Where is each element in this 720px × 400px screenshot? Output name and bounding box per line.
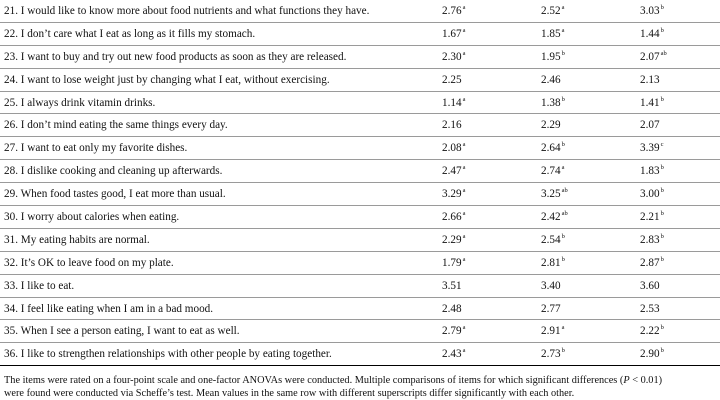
mean-value-cell <box>541 229 565 251</box>
mean-value: 2.73 <box>541 348 561 361</box>
table-row <box>0 183 720 206</box>
significance-superscript: a <box>462 255 466 263</box>
mean-value: 3.39 <box>640 142 660 155</box>
mean-value: 1.14 <box>442 96 462 109</box>
mean-value-cell <box>541 69 561 91</box>
mean-value-cell <box>640 183 664 205</box>
mean-value-cell <box>640 92 664 114</box>
mean-value-cell <box>442 229 465 251</box>
significance-superscript: ab <box>561 187 568 195</box>
mean-value-cell <box>640 114 660 136</box>
table-row <box>0 69 720 92</box>
mean-value-cell <box>442 46 465 68</box>
mean-value: 2.46 <box>541 73 561 86</box>
mean-value-cell <box>640 320 664 342</box>
item-label: 26. I don’t mind eating the same things every day. <box>4 119 228 132</box>
significance-superscript: b <box>660 347 664 355</box>
mean-value: 2.22 <box>640 325 660 338</box>
table-row <box>0 160 720 183</box>
significance-superscript: a <box>462 164 466 172</box>
mean-value-cell <box>541 114 561 136</box>
significance-superscript: a <box>462 141 466 149</box>
mean-value: 1.41 <box>640 96 660 109</box>
significance-superscript: b <box>660 26 664 34</box>
mean-value: 2.90 <box>640 348 660 361</box>
mean-value: 2.07 <box>640 119 660 132</box>
significance-superscript: b <box>660 210 664 218</box>
table-row <box>0 114 720 137</box>
mean-value: 1.44 <box>640 27 660 40</box>
item-label: 29. When food tastes good, I eat more than usual. <box>4 188 226 201</box>
mean-value: 2.47 <box>442 165 462 178</box>
significance-superscript: b <box>660 324 664 332</box>
mean-value: 2.48 <box>442 302 462 315</box>
table-row <box>0 0 720 23</box>
item-label: 33. I like to eat. <box>4 279 75 292</box>
significance-superscript: a <box>462 49 466 57</box>
item-label: 35. When I see a person eating, I want to eat as well. <box>4 325 240 338</box>
significance-superscript: a <box>462 347 466 355</box>
mean-value: 2.52 <box>541 5 561 17</box>
mean-value-cell <box>541 46 565 68</box>
item-label: 21. I would like to know more about food nutrients and what functions they have. <box>4 5 370 17</box>
mean-value: 2.64 <box>541 142 561 155</box>
mean-value: 1.85 <box>541 27 561 40</box>
significance-superscript: b <box>561 347 565 355</box>
mean-value: 2.79 <box>442 325 462 338</box>
significance-superscript: a <box>462 210 466 218</box>
item-label: 34. I feel like eating when I am in a bad mood. <box>4 302 214 315</box>
mean-value-cell <box>640 343 664 365</box>
mean-value-cell <box>442 343 465 365</box>
mean-value: 2.21 <box>640 211 660 224</box>
mean-value: 3.03 <box>640 5 660 17</box>
mean-value: 2.53 <box>640 302 660 315</box>
table-row <box>0 229 720 252</box>
mean-value-cell <box>640 160 664 182</box>
mean-value: 2.66 <box>442 211 462 224</box>
mean-value: 3.29 <box>442 188 462 201</box>
item-label: 36. I like to strengthen relationships with other people by eating together. <box>4 348 332 361</box>
footnote-text-1: The items were rated on a four-point scale and one-factor ANOVAs were conducted. Multiple comparisons of items for which significant differences ( <box>4 375 624 386</box>
mean-value-cell <box>640 206 664 228</box>
item-label: 27. I want to eat only my favorite dishes. <box>4 142 188 155</box>
table-row <box>0 206 720 229</box>
table-row <box>0 92 720 115</box>
mean-value-cell <box>541 137 565 159</box>
table-row <box>0 137 720 160</box>
item-label: 31. My eating habits are normal. <box>4 233 150 246</box>
mean-value: 2.87 <box>640 256 660 269</box>
significance-superscript: b <box>561 255 565 263</box>
mean-value: 3.40 <box>541 279 561 292</box>
mean-value-cell <box>541 92 565 114</box>
table-row <box>0 298 720 321</box>
table-footnote <box>4 375 716 400</box>
mean-value: 2.08 <box>442 142 462 155</box>
footnote-text-2: < 0.01) <box>629 375 663 386</box>
mean-value: 2.13 <box>640 73 660 86</box>
table-row <box>0 252 720 275</box>
mean-value-cell <box>442 69 462 91</box>
item-label: 22. I don’t care what I eat as long as it fills my stomach. <box>4 27 256 40</box>
mean-value: 3.60 <box>640 279 660 292</box>
mean-value: 2.81 <box>541 256 561 269</box>
mean-value-cell <box>541 23 564 45</box>
mean-value: 3.25 <box>541 188 561 201</box>
significance-superscript: a <box>462 187 466 195</box>
mean-value-cell <box>640 229 664 251</box>
mean-value-cell <box>442 92 465 114</box>
mean-value: 1.83 <box>640 165 660 178</box>
mean-value-cell <box>541 252 565 274</box>
significance-superscript: b <box>561 232 565 240</box>
significance-superscript: a <box>561 324 565 332</box>
item-label: 24. I want to lose weight just by changing what I eat, without exercising. <box>4 73 330 86</box>
mean-value: 3.51 <box>442 279 462 292</box>
mean-value: 2.77 <box>541 302 561 315</box>
mean-value: 2.54 <box>541 233 561 246</box>
mean-value: 2.74 <box>541 165 561 178</box>
mean-value-cell <box>442 183 465 205</box>
mean-value-cell <box>541 343 565 365</box>
mean-value: 2.25 <box>442 73 462 86</box>
mean-value: 1.79 <box>442 256 462 269</box>
mean-value: 2.29 <box>541 119 561 132</box>
mean-value-cell <box>640 0 664 22</box>
table-row <box>0 320 720 343</box>
mean-value-cell <box>442 320 465 342</box>
item-label: 32. It’s OK to leave food on my plate. <box>4 256 174 269</box>
mean-value-cell <box>442 160 465 182</box>
significance-superscript: a <box>462 232 466 240</box>
table-row <box>0 343 720 366</box>
footnote-p-symbol: P <box>623 375 630 386</box>
mean-value-cell <box>442 206 465 228</box>
item-label: 28. I dislike cooking and cleaning up afterwards. <box>4 165 223 178</box>
significance-superscript: b <box>660 4 664 11</box>
significance-superscript: ab <box>561 210 568 218</box>
item-label: 30. I worry about calories when eating. <box>4 211 180 224</box>
significance-superscript: c <box>660 141 664 149</box>
mean-value-cell <box>640 137 663 159</box>
significance-superscript: a <box>561 26 565 34</box>
mean-value: 2.07 <box>640 50 660 63</box>
significance-superscript: b <box>660 164 664 172</box>
mean-value-cell <box>442 137 465 159</box>
mean-value-cell <box>442 252 465 274</box>
mean-value-cell <box>442 275 462 297</box>
mean-value-cell <box>541 298 561 320</box>
mean-value: 2.76 <box>442 5 462 17</box>
mean-value-cell <box>640 298 660 320</box>
mean-value: 2.16 <box>442 119 462 132</box>
mean-value: 2.91 <box>541 325 561 338</box>
mean-value-cell <box>541 160 564 182</box>
mean-value-cell <box>541 320 564 342</box>
significance-superscript: b <box>561 49 565 57</box>
mean-value: 1.67 <box>442 27 462 40</box>
mean-value-cell <box>640 46 667 68</box>
mean-value-cell <box>640 252 664 274</box>
significance-superscript: a <box>462 4 466 11</box>
mean-value-cell <box>442 0 465 22</box>
footnote-text-3: were found were conducted via Scheffe’s test. Mean values in the same row with different superscripts differ significantly with each other. <box>4 387 575 399</box>
significance-superscript: b <box>660 255 664 263</box>
mean-value-cell <box>442 23 465 45</box>
significance-superscript: a <box>462 26 466 34</box>
significance-superscript: a <box>462 95 466 103</box>
significance-superscript: a <box>561 4 565 11</box>
significance-superscript: ab <box>660 49 667 57</box>
mean-value: 2.30 <box>442 50 462 63</box>
table-row <box>0 23 720 46</box>
mean-value: 2.83 <box>640 233 660 246</box>
significance-superscript: b <box>660 232 664 240</box>
mean-value-cell <box>442 298 462 320</box>
significance-superscript: b <box>660 187 664 195</box>
significance-superscript: b <box>660 95 664 103</box>
significance-superscript: b <box>561 95 565 103</box>
mean-value: 2.42 <box>541 211 561 224</box>
significance-superscript: a <box>561 164 565 172</box>
table-row <box>0 275 720 298</box>
mean-value: 2.43 <box>442 348 462 361</box>
mean-value-cell <box>541 183 568 205</box>
mean-value-cell <box>541 275 561 297</box>
item-label: 25. I always drink vitamin drinks. <box>4 96 156 109</box>
significance-superscript: b <box>561 141 565 149</box>
mean-value-cell <box>640 69 660 91</box>
mean-value: 1.95 <box>541 50 561 63</box>
mean-value-cell <box>640 275 660 297</box>
item-label: 23. I want to buy and try out new food products as soon as they are released. <box>4 50 347 63</box>
mean-value: 2.29 <box>442 233 462 246</box>
mean-value-cell <box>541 206 568 228</box>
mean-value: 1.38 <box>541 96 561 109</box>
table-row <box>0 46 720 69</box>
mean-value-cell <box>640 23 664 45</box>
significance-superscript: a <box>462 324 466 332</box>
mean-value-cell <box>442 114 462 136</box>
mean-value: 3.00 <box>640 188 660 201</box>
mean-value-cell <box>541 0 564 22</box>
